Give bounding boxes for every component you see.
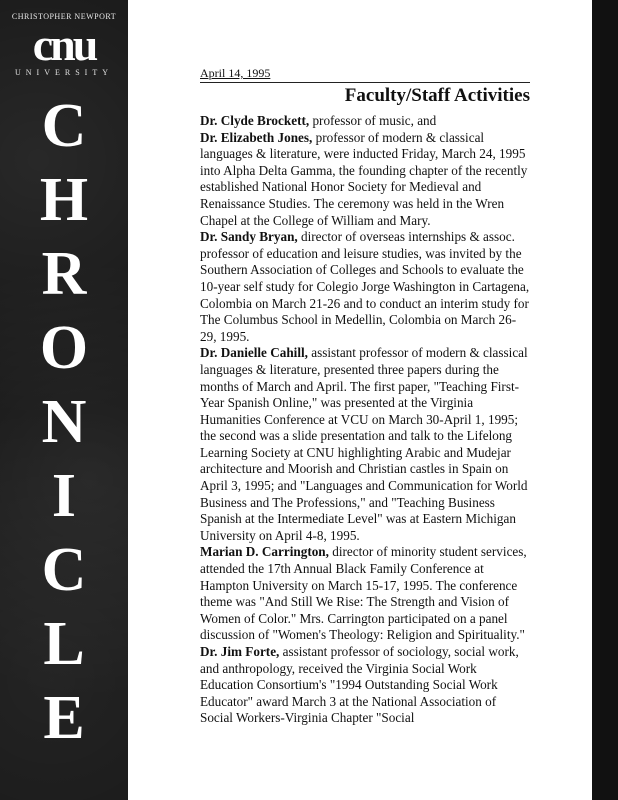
- entry-paragraph: [200, 113, 530, 130]
- entry-name: Dr. Danielle Cahill,: [200, 345, 308, 361]
- entry-name: Dr. Elizabeth Jones,: [200, 129, 313, 145]
- cnu-logo: cnu: [32, 19, 96, 70]
- entry-text: assistant professor of modern & classical languages & literature, presented three papers during the months of March and April. The first paper, "Teaching First-Year Spanish Online," was presented at the Virginia Humanities Conference at VCU on March 30-April 1, 1995; the second was a slide presentation and talk to the Lifelong Learning Society at CNU highlighting Arabic and Mudejar architecture and Moorish and Christian castles in Spain on April 3, 1995; and "Languages and Communication for World Business and The Professions," and "Teaching Business Spanish at the Intermediate Level" was at Eastern Michigan University on April 4-8, 1995.: [200, 345, 528, 543]
- masthead-top-text: CHRISTOPHER NEWPORT: [11, 12, 117, 21]
- title-letter: H: [39, 166, 89, 234]
- entry-text: professor of music, and: [309, 113, 437, 128]
- entry-name: Dr. Clyde Brockett,: [200, 113, 310, 128]
- page-edge-shadow: [592, 0, 618, 800]
- title-letter: C: [41, 92, 87, 160]
- title-letter: N: [41, 388, 87, 456]
- title-letter: E: [43, 684, 85, 752]
- title-letter: R: [41, 240, 87, 308]
- entry-text: director of minority student services, attended the 17th Annual Black Family Conference at Hampton University on March 15-17, 1995. The conference theme was "And Still We Rise: The Strength and Vision of Women of Color." Mrs. Carrington participated on a panel discussion of "Women's Theology: Religion and Spirituality.": [200, 544, 527, 643]
- entry-paragraph: [200, 345, 530, 544]
- entry-name: Marian D. Carrington,: [200, 544, 329, 560]
- entry-paragraph: [200, 229, 530, 345]
- title-letter: C: [41, 536, 87, 604]
- article-heading: Faculty/Staff Activities: [344, 85, 530, 106]
- entry-text: assistant professor of sociology, social work, and anthropology, received the Virginia Social Work Education Consortium's "1994 Outstanding Social Work Educator" award March 3 at the National Association of Social Workers-Virginia Chapter "Social: [200, 644, 519, 726]
- article-date: April 14, 1995: [200, 66, 271, 80]
- entry-paragraph: [200, 544, 530, 644]
- entry-paragraph: [200, 644, 530, 727]
- article: [200, 66, 530, 727]
- title-letter: O: [39, 314, 89, 382]
- entry-paragraph: [200, 130, 530, 230]
- entry-text: director of overseas internships & assoc. professor of education and leisure studies, was invited by the Southern Association of Colleges and Schools to evaluate the 10-year self study for Colegio Jorge Washington in Cartagena, Colombia on March 21-26 and to conduct an interim study for The Columbus School in Medellin, Colombia on March 26-29, 1995.: [200, 229, 530, 344]
- entry-name: Dr. Sandy Bryan,: [200, 229, 298, 245]
- entry-name: Dr. Jim Forte,: [200, 644, 280, 659]
- entry-text: professor of modern & classical languages & literature, were inducted Friday, March 24, 1995 into Alpha Delta Gamma, the founding chapter of the recently established National Honor Society for Medieval and Renaissance Studies. The ceremony was held in the Wren Chapel at the College of William and Mary.: [200, 129, 528, 228]
- title-letter: L: [43, 610, 85, 678]
- masthead-banner: [0, 0, 128, 800]
- date-rule: [200, 66, 530, 83]
- title-letter: I: [51, 462, 77, 530]
- masthead-bottom-text: UNIVERSITY: [15, 68, 113, 77]
